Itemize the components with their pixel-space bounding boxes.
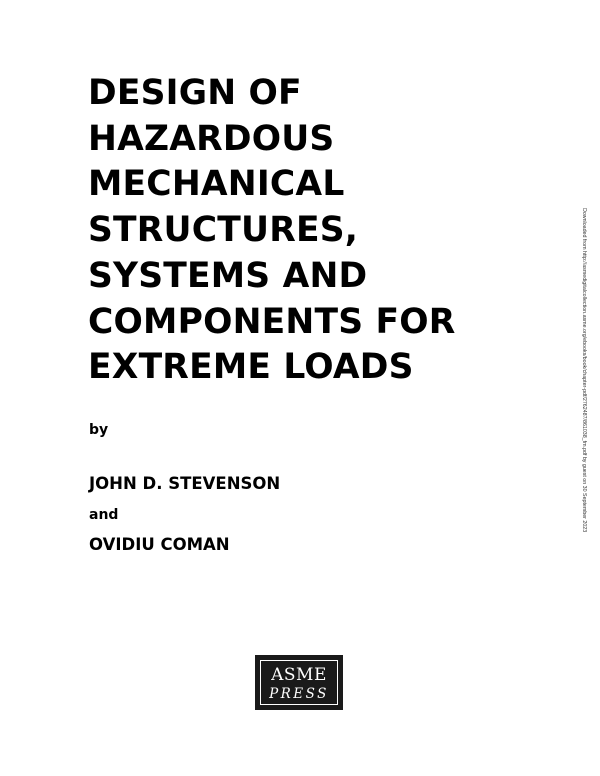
publisher-logo-bottom-text: PRESS: [269, 686, 329, 702]
author-name-2: OVIDIU COMAN: [89, 535, 230, 554]
download-watermark-text: Downloaded from http://asmedigitalcollection.asme.org/ebooks/book/chapter-pdf/2762487/861038_fm.pdf by guest on 30 September 2023: [581, 208, 587, 533]
and-label: and: [89, 507, 119, 523]
book-title: [88, 71, 558, 391]
author-name-1: JOHN D. STEVENSON: [89, 474, 281, 493]
by-label: by: [89, 422, 109, 438]
download-watermark: [580, 208, 588, 570]
title-line: MECHANICAL: [88, 164, 345, 205]
publisher-logo: [255, 655, 343, 710]
publisher-logo-top-text: ASME: [271, 665, 327, 685]
title-line: COMPONENTS FOR: [88, 301, 456, 342]
title-line: HAZARDOUS: [88, 118, 335, 159]
publisher-logo-frame: [260, 660, 338, 705]
title-line: STRUCTURES,: [88, 210, 359, 251]
title-line: EXTREME LOADS: [88, 347, 414, 388]
title-line: SYSTEMS AND: [88, 255, 368, 296]
title-line: DESIGN OF: [88, 73, 302, 113]
